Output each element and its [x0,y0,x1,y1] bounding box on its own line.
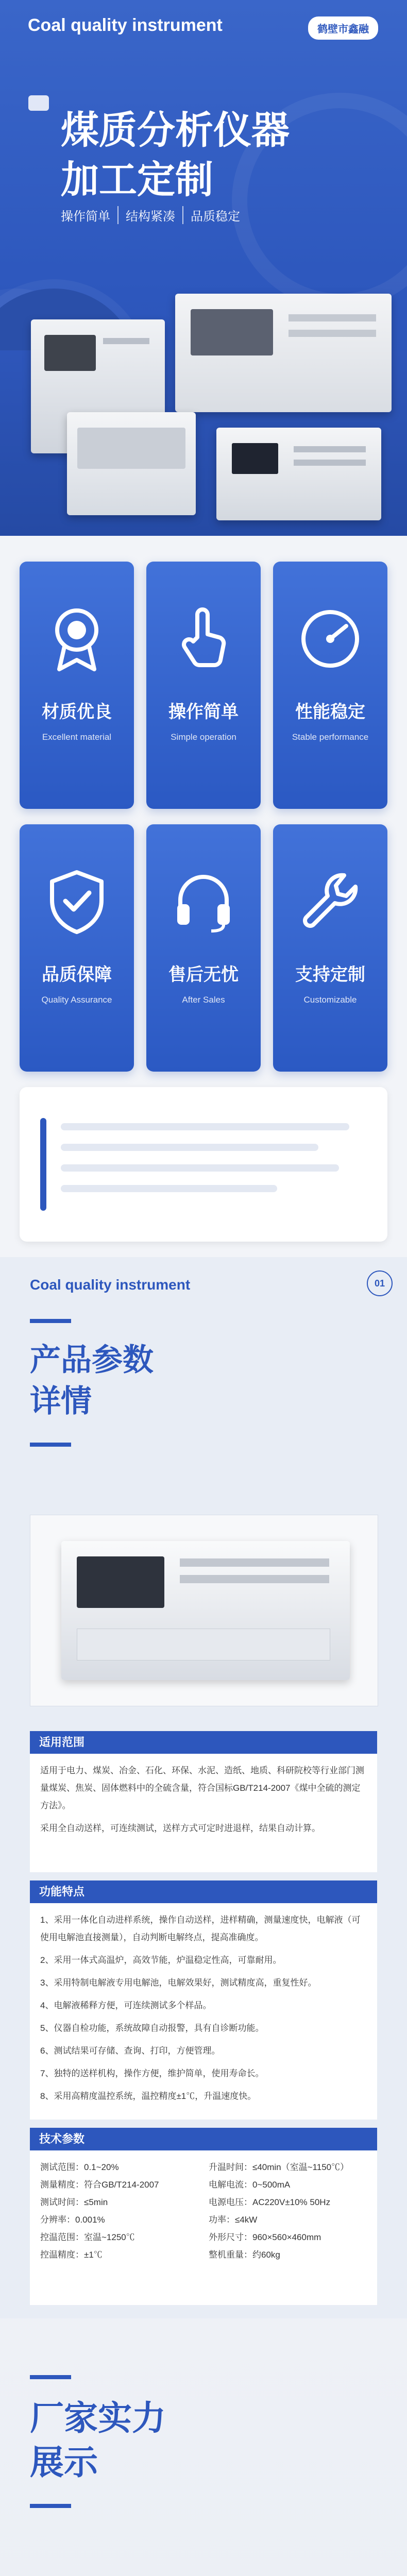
hero-machine-image [175,294,392,412]
shield-check-icon [41,866,113,938]
spec-row: 电解电流：0~500mA [209,2180,291,2190]
hero-section [0,0,407,536]
section-rule [30,1443,71,1447]
hero-title-line1: 煤质分析仪器 [61,109,290,151]
spec-row: 电源电压：AC220V±10% 50Hz [209,2197,331,2207]
feature-banner-accent [40,1118,46,1211]
product-machine-image [61,1541,350,1680]
feature-banner-line [61,1185,277,1192]
feature-item: 1、采用一体化自动进样系统，操作自动送样，进样精确，测量速度快，电解液（可使用电解池直接测量），自动判断电解终点，提高准确度。 [40,1915,361,1942]
feature-title: 品质保障 [42,965,112,985]
feature-title: 支持定制 [295,965,365,985]
spec-row: 整机重量：约60kg [209,2250,280,2260]
feature-card [20,824,134,1072]
factory-title-line1: 厂家实力 [30,2399,166,2437]
hero-machine-image [216,428,381,520]
feature-item: 3、采用特制电解液专用电解池，电解效果好，测试精度高，重复性好。 [40,1978,317,1988]
section-rule [30,2504,71,2508]
feature-card [273,562,387,809]
scope-text: 采用全自动送样，可连续测试，送样方式可定时进退样，结果自动计算。 [40,1823,320,1833]
specs-header: 技术参数 [30,2128,377,2150]
section-rule [30,1319,71,1323]
feature-card [20,562,134,809]
factory-title-line2: 展示 [30,2443,98,2481]
feature-subtitle: After Sales [182,995,225,1005]
spec-row: 分辨率：0.001% [40,2215,105,2225]
hand-pointer-icon [167,603,240,675]
params-section [0,1257,407,2318]
feature-title: 操作简单 [168,702,239,722]
feature-grid [20,562,387,1072]
spec-row: 测试范围：0.1~20% [40,2162,119,2172]
feature-subtitle: Quality Assurance [41,995,112,1005]
gauge-icon [294,603,366,675]
feature-title: 性能稳定 [295,702,365,722]
feature-banner-line [61,1123,349,1130]
hero-title [61,106,290,205]
spec-row: 升温时间：≤40min（室温~1150℃） [209,2162,349,2172]
hero-tag: 品质稳定 [182,206,247,224]
headset-icon [167,866,240,938]
spec-row: 控温精度：±1℃ [40,2250,103,2260]
feature-subtitle: Stable performance [292,732,369,742]
hero-tag: 操作简单 [61,210,110,224]
hero-title-line2: 加工定制 [61,158,213,201]
feature-item: 5、仪器自检功能，系统故障自动报警，具有自诊断功能。 [40,2023,264,2033]
feature-item: 4、电解液稀释方便，可连续测试多个样品。 [40,2001,212,2010]
scope-header: 适用范围 [30,1731,377,1754]
scope-body [30,1754,377,1872]
spec-row: 外形尺寸：960×560×460mm [209,2232,321,2242]
feature-title: 售后无忧 [168,965,239,985]
spec-row: 功率：≤4kW [209,2215,258,2225]
specs-body [30,2150,377,2305]
product-photo [30,1515,378,1706]
feature-item: 2、采用一体式高温炉，高效节能，炉温稳定性高，可靠耐用。 [40,1955,282,1965]
feature-subtitle: Simple operation [171,732,236,742]
factory-section [0,2318,407,2576]
feature-item: 7、独特的送样机构，操作方便，维护简单，使用寿命长。 [40,2069,264,2078]
hero-pill-badge[interactable]: 鹤壁市鑫融 [308,16,378,40]
feature-banner-line [61,1144,318,1151]
feature-banner [20,1087,387,1242]
hero-tag: 结构紧凑 [117,206,182,224]
features-body [30,1903,377,2120]
spec-row: 测量精度：符合GB/T214-2007 [40,2180,159,2190]
feature-title: 材质优良 [42,702,112,722]
features-section [0,536,407,1257]
params-title-line1: 产品参数 [30,1343,154,1377]
params-title-line2: 详情 [30,1384,92,1418]
features-header: 功能特点 [30,1880,377,1903]
wrench-icon [294,866,366,938]
params-title [30,1340,154,1422]
factory-title [30,2396,166,2484]
feature-card [146,824,261,1072]
feature-subtitle: Customizable [303,995,357,1005]
feature-item: 6、测试结果可存储、查询、打印，方便管理。 [40,2046,221,2056]
feature-subtitle: Excellent material [42,732,112,742]
feature-card [146,562,261,809]
scope-text: 适用于电力、煤炭、冶金、石化、环保、水泥、造纸、地质、科研院校等行业部门测量煤炭、焦炭、固体燃料中的全硫含量，符合国标GB/T214-2007《煤中全硫的测定方法》。 [40,1766,364,1810]
spec-row: 测试时间：≤5min [40,2197,108,2207]
hero-product-stage [0,350,407,536]
params-brand: Coal quality instrument [30,1277,191,1293]
section-rule [30,2375,71,2379]
hero-machine-image [67,412,196,515]
section-number-badge: 01 [367,1270,393,1296]
hero-logo-icon [28,95,49,111]
spec-row: 控温范围：室温~1250℃ [40,2232,135,2242]
hero-tags [61,206,247,224]
feature-card [273,824,387,1072]
feature-banner-line [61,1164,339,1172]
hero-brand: Coal quality instrument [28,15,223,35]
feature-item: 8、采用高精度温控系统，温控精度±1℃，升温速度快。 [40,2091,257,2101]
award-ribbon-icon [41,603,113,675]
